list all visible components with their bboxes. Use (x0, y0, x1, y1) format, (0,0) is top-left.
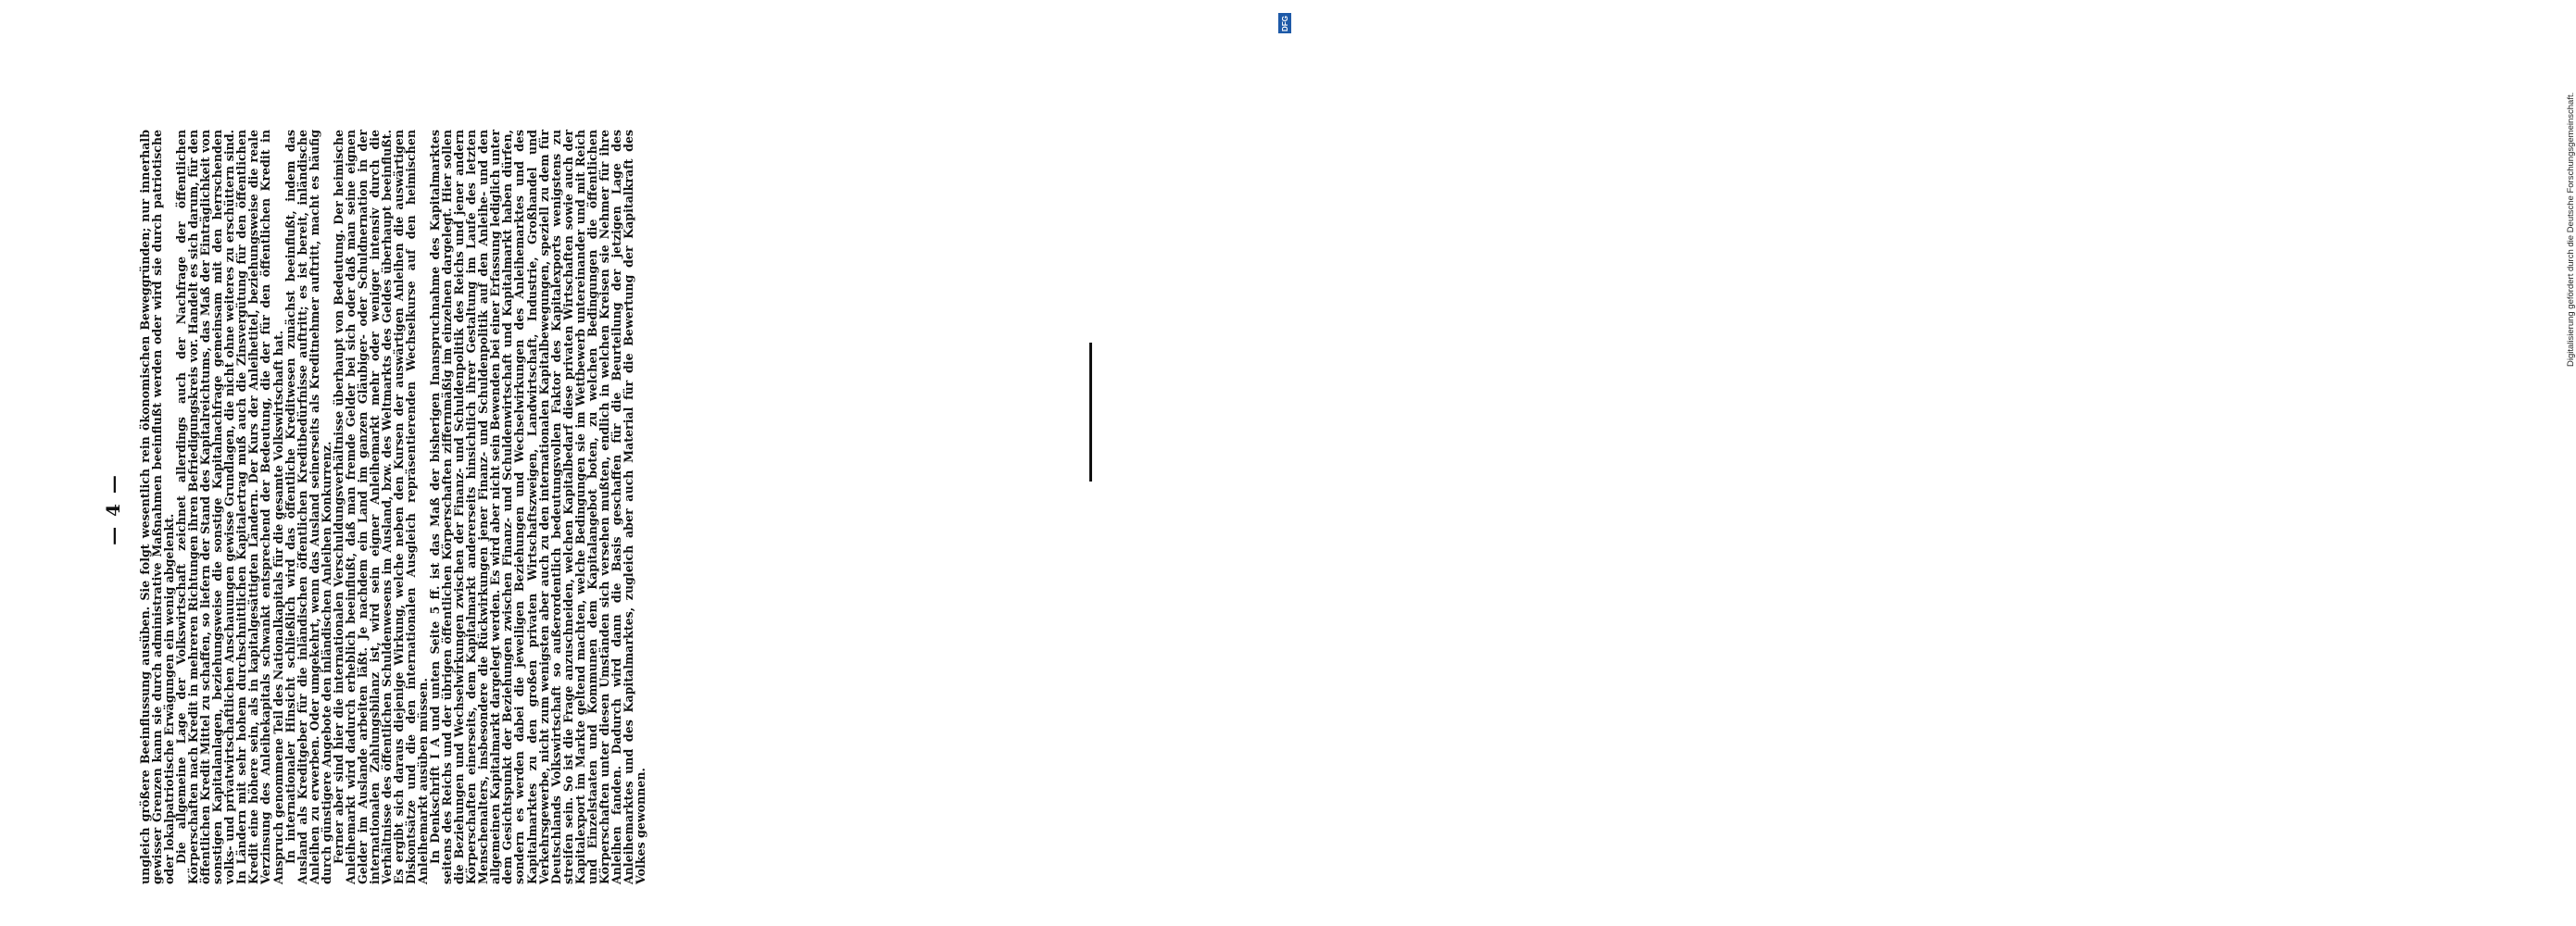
paragraph-2: Die allgemeine Lage der Volkswirtschaft zeichnet allerdings auch der Nachfrage der öffentlichen Körperschaften nach Kredit in mehreren Richtungen ihren Befriedigungskreis vor. Handelt es sich darum, für den öffentlichen Kredit Mittel zu schaffen, so liefern der Stand des Kapitalreichtums, das Maß der Einträglichkeit von sonstigen Kapitalanlagen, beziehungsweise die sonstige Kapitalnachfrage gemeinsam mit den herrschenden volks- und privatwirtschaftlichen Anschauungen gewisse Grundlagen, die nicht ohne weiteres zu erschüttern sind. In Ländern mit sehr hohem durchschnittlichen Kapitalertrag muß auch die Zinsvergütung für den öffentlichen Kredit eine höhere sein, als in kapitalgesättigten Ländern. Der Kurs der Anleihetitel, beziehungsweise die reale Verzinsung des Anleihekapitals schwankt entsprechend der Bedeutung, die der für den öffentlichen Kredit in Anspruch genommene Teil des Nationalkapitals für die gesamte Volkswirtschaft hat. (174, 130, 285, 884)
paragraph-4: Ferner aber sind hier die internationalen Verschuldungsverhältnisse überhaupt von Bedeutung. Der heimische Anleihemarkt wird dadurch erheblich beeinflußt, daß man fremde Gelder bei sich oder daß man seine eignen Gelder im Auslande arbeiten läßt. Je nachdem ein Land im ganzen Gläubiger- oder Schuldnernation in der internationalen Zahlungsbilanz ist, wird sein eigner Anleihemarkt mehr oder weniger intensiv durch die Verhältnisse des öffentlichen Schuldenwesens im Ausland, bzw. des Weltmarkts des Geldes überhaupt beeinflußt. Es ergibt sich daraus diejenige Wirkung, welche neben den Kursen der auswärtigen Anleihen die auswärtigen Diskontsätze und die den internationalen Ausgleich repräsentierenden Wechselkurse auf den heimischen Anleihemarkt ausüben müssen. (331, 130, 431, 884)
paragraph-5: In Denkschrift I A und unten Seite 5 ff. ist das Maß der bisherigen Inanspruchnahme des Kapitalmarktes seitens des Reichs und der übrigen öffentlichen Körperschaften ziffernmäßig im einzelnen dargelegt. Hier sollen die Beziehungen und Wechselwirkungen zwischen der Finanz- und Schuldenpolitik des Reichs und jener andern Körperschaften einerseits, dem Kapitalmarkt andererseits hinsichtlich ihrer Gestaltung im Laufe des letzten Menschenalters, insbesondere die Rückwirkungen jener Finanz- und Schuldenpolitik auf den Anleihe- und den allgemeinen Kapitalmarkt dargelegt werden. Es wird aber nicht sein Bewenden bei einer Erfassung lediglich unter dem Gesichtspunkt der Beziehungen zwischen Finanz- und Schuldenwirtschaft und Kapitalmarkt haben dürfen, sondern es werden dabei die jeweiligen Beziehungen und Wechselwirkungen des Anleihemarktes und des Kapitalmarktes zu den großen privaten Wirtschaftszweigen, Landwirtschaft, Industrie, Großhandel und Verkehrsgewerbe, nicht zum wenigsten aber auch zu den internationalen Kapitalbewegungen, speziell zu dem für Deutschlands Volkswirtschaft so außerordentlich bedeutungsvollen Faktor des Kapitalexports wenigstens zu streifen sein. So ist die Frage anzuschneiden, welchen Kapitalbedarf diese privaten Wirtschaften sowie auch der Kapitalexport im Markte geltend machten, welche Bedingungen sie im Wettbewerb untereinander und mit Reich und Einzelstaaten und Kommunen dem Kapitalangebot boten, zu welchen Bedingungen die öffentlichen Körperschaften unter diesen Umständen sich versehen mußten, endlich in welchen Kreisen sie Nehmer für ihre Anleihen fanden. Dadurch wird dann die Basis geschaffen für die Beurteilung der jetzigen Lage des Anleihemarktes und des Kapitalmarktes, zugleich aber auch Material für die Bewertung der Kapitalkraft des Volkes gewonnen. (428, 130, 647, 884)
digitization-sidebar (1275, 0, 2576, 926)
page-number: — 4 — (102, 473, 124, 545)
paragraph-1: ungleich größere Beeinflussung ausüben. Sie folgt wesentlich rein ökonomischen Beweggründen; nur innerhalb gewisser Grenzen kann sie durch administrative Maßnahmen beeinflußt werden oder wird sie durch patriotische oder lokalpatriotische Erwägungen ein wenig abgelenkt. (138, 130, 177, 884)
body-text (139, 130, 647, 884)
rotated-text-block (102, 130, 1065, 884)
separator-rule (1089, 343, 1092, 482)
dfg-logo: DFG (1278, 13, 1291, 33)
digitization-credit: Digitalisierung gefördert durch die Deutsche Forschungsgemeinschaft. (2566, 92, 2576, 367)
paragraph-3: In internationaler Hinsicht schließlich wird das öffentliche Kreditwesen zunächst beeinflußt, indem das Ausland als Kreditgeber für die inländischen öffentlichen Kreditbedürfnisse auftritt; es ist bereit, inländische Anleihen zu erwerben. Oder umgekehrt, wenn das Ausland seinerseits als Kreditnehmer auftritt, macht es häufig durch günstigere Angebote den inländischen Anleihen Konkurrenz. (283, 130, 333, 884)
